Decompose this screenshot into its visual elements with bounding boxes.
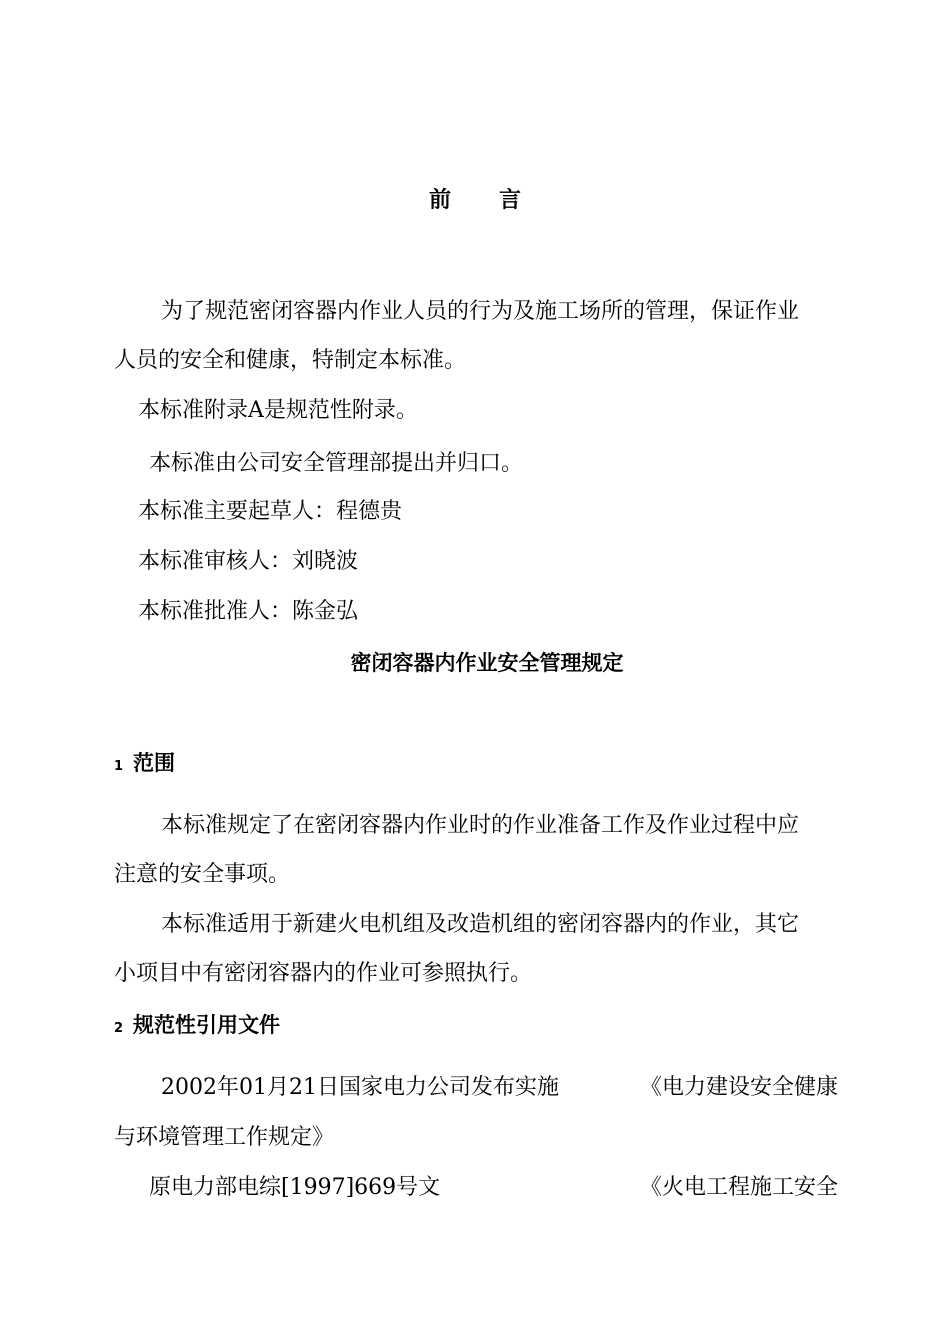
reference1-title: 《电力建设安全健康	[640, 1075, 839, 1100]
drafter-note: 本标准主要起草人：程德贵	[138, 499, 403, 524]
appendix-note: 本标准附录A是规范性附录。	[138, 398, 418, 423]
scope-paragraph2-line1: 本标准适用于新建火电机组及改造机组的密闭容器内的作业，其它	[161, 912, 800, 937]
foreword-paragraph-line2: 人员的安全和健康，特制定本标准。	[114, 348, 467, 373]
foreword-heading-char2: 言	[499, 188, 522, 213]
scope-paragraph1-line1: 本标准规定了在密闭容器内作业时的作业准备工作及作业过程中应	[161, 813, 800, 838]
reference2-source: 原电力部电综[1997]669号文	[149, 1175, 441, 1200]
foreword-heading	[0, 186, 950, 216]
scope-paragraph1-line2: 注意的安全事项。	[114, 862, 291, 887]
approver-note: 本标准批准人：陈金弘	[138, 599, 359, 624]
section-title: 范围	[133, 751, 176, 775]
reference1-source: 2002年01月21日国家电力公司发布实施	[161, 1075, 559, 1100]
reference2-title: 《火电工程施工安全	[640, 1175, 839, 1200]
section-heading-references	[114, 1010, 280, 1044]
reference1-title-continued: 与环境管理工作规定》	[114, 1125, 335, 1150]
scope-paragraph2-line2: 小项目中有密闭容器内的作业可参照执行。	[114, 961, 533, 986]
section-heading-scope	[114, 748, 175, 782]
section-number: 2	[114, 1021, 124, 1036]
foreword-heading-char1: 前	[428, 188, 451, 213]
proposed-by-note: 本标准由公司安全管理部提出并归口。	[149, 451, 524, 476]
reviewer-note: 本标准审核人：刘晓波	[138, 549, 359, 574]
section-title: 规范性引用文件	[133, 1013, 281, 1037]
foreword-paragraph-line1: 为了规范密闭容器内作业人员的行为及施工场所的管理，保证作业	[161, 299, 800, 324]
document-title: 密闭容器内作业安全管理规定	[350, 651, 624, 675]
section-number: 1	[114, 759, 124, 774]
